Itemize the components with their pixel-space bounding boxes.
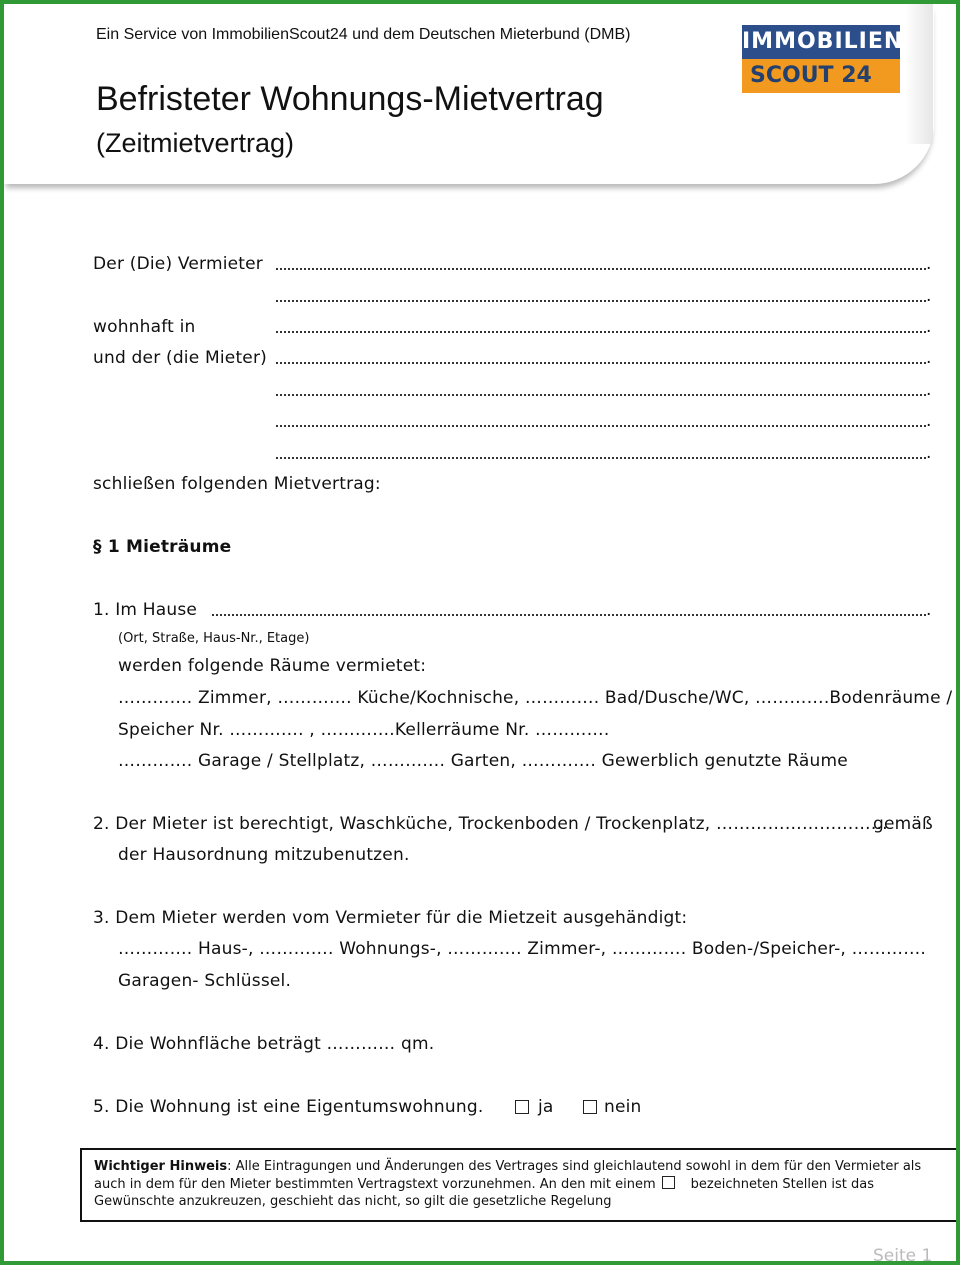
notice-label: Wichtiger Hinweis (94, 1159, 228, 1174)
logo-top: IMMOBILIEN (742, 25, 900, 59)
tenant-field-3[interactable] (276, 423, 926, 427)
nein-checkbox[interactable] (583, 1100, 597, 1114)
item1-hint: (Ort, Straße, Haus-Nr., Etage) (118, 631, 310, 646)
document-title: Befristeter Wohnungs-Mietvertrag (96, 80, 604, 118)
tenant-label: und der (die Mieter) (93, 348, 267, 368)
conclude-text: schließen folgenden Mietvertrag: (93, 474, 381, 494)
checkbox-icon (662, 1176, 675, 1189)
item2-line1: 2. Der Mieter ist berechtigt, Waschküche, Trockenboden / Trockenplatz, ………………………… (93, 814, 889, 834)
logo-bottom: SCOUT 24 (742, 59, 900, 93)
item2-line2: der Hausordnung mitzubenutzen. (118, 845, 410, 865)
service-line: Ein Service von ImmobilienScout24 und dem Deutschen Mieterbund (DMB) (96, 26, 631, 43)
item1-label: 1. Im Hause (93, 600, 198, 620)
tenant-field-2[interactable] (276, 392, 926, 396)
document-subtitle: (Zeitmietvertrag) (96, 128, 295, 158)
notice-text-b: bezeichneten Stellen ist das Gewünschte anzukreuzen, geschieht das nicht, so gilt die gesetzliche Regelung (94, 1176, 874, 1209)
header-shade (905, 4, 933, 144)
landlord-field-2[interactable] (276, 298, 926, 302)
ja-label: ja (538, 1097, 554, 1117)
item4: 4. Die Wohnfläche beträgt ………… qm. (93, 1034, 435, 1054)
section-heading: § 1 Mieträume (93, 537, 232, 557)
item5: 5. Die Wohnung ist eine Eigentumswohnung. (93, 1097, 484, 1117)
item1-line2: Speicher Nr. …………. , ………….Kellerräume Nr. …………. (118, 720, 610, 740)
nein-label: nein (604, 1097, 642, 1117)
landlord-label: Der (Die) Vermieter (93, 254, 263, 274)
item3-line3: Garagen- Schlüssel. (118, 971, 292, 991)
residence-field[interactable] (276, 329, 926, 333)
item2-end: gemäß (873, 814, 933, 834)
tenant-field-4[interactable] (276, 455, 926, 459)
notice-text-a: : Alle Eintragungen und Änderungen des Vertrages sind gleichlautend sowohl in dem für den Vermieter als auch in dem für den Mieter bestimmten Vertragstext vorzunehmen. An den mit einem (94, 1159, 922, 1192)
house-field[interactable] (212, 612, 926, 616)
item1-rooms: werden folgende Räume vermietet: (118, 656, 427, 676)
item3-line2: …………. Haus-, …………. Wohnungs-, …………. Zimmer-, …………. Boden-/Speicher-, …………. (118, 939, 927, 959)
item3-line1: 3. Dem Mieter werden vom Vermieter für die Mietzeit ausgehändigt: (93, 908, 688, 928)
item1-line1: …………. Zimmer, …………. Küche/Kochnische, …………. Bad/Dusche/WC, ………….Bodenräume / (118, 688, 953, 708)
page-number: Seite 1 (873, 1246, 933, 1266)
ja-checkbox[interactable] (515, 1100, 529, 1114)
residence-label: wohnhaft in (93, 317, 196, 337)
item1-line3: …………. Garage / Stellplatz, …………. Garten, …………. Gewerblich genutzte Räume (118, 751, 848, 771)
tenant-field[interactable] (276, 360, 926, 364)
landlord-field[interactable] (276, 266, 926, 270)
immobilienscout24-logo (742, 25, 904, 93)
notice-text (94, 1158, 934, 1211)
